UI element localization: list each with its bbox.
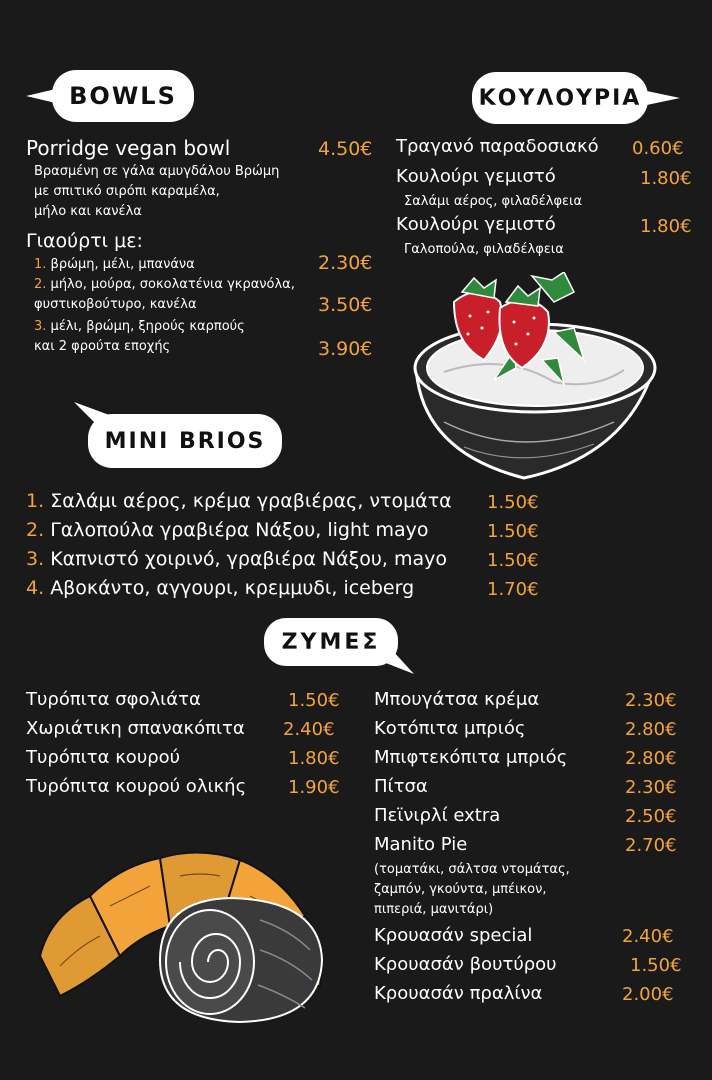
minibrios-item-3 (26, 548, 447, 570)
manito-desc-3: πιπεριά, μανιτάρι) (374, 902, 494, 917)
minibrios-title: MINI BRIOS (104, 428, 266, 454)
minibrios-item-4 (26, 577, 414, 599)
yogurt-1-price: 2.30€ (318, 252, 373, 274)
bowls-header (24, 68, 196, 124)
zymes-right-6-price: 2.70€ (625, 835, 677, 856)
yogurt-3-price: 3.90€ (318, 338, 373, 360)
porridge-name: Porridge vegan bowl (26, 136, 231, 160)
zymes-left-4-name: Τυρόπιτα κουρού ολικής (26, 776, 247, 797)
minibrios-item-3-num: 3. (26, 548, 45, 570)
minibrios-item-4-name: Αβοκάντο, αγγουρι, κρεμμυδι, iceberg (50, 577, 415, 599)
zymes-right-1-price: 2.30€ (625, 690, 677, 711)
zymes-right-9-price: 2.00€ (622, 984, 674, 1005)
yogurt-1 (34, 255, 195, 275)
manito-desc-2: ζαμπόν, γκούντα, μπέικον, (374, 882, 547, 897)
zymes-right-6-name: Manito Pie (374, 834, 468, 855)
minibrios-item-3-price: 1.50€ (487, 550, 539, 571)
minibrios-item-4-num: 4. (26, 577, 45, 599)
strawberry-yogurt-bowl-illustration (404, 272, 666, 490)
zymes-left-3-price: 1.80€ (288, 748, 340, 769)
yogurt-3-line-2: και 2 φρούτα εποχής (34, 339, 171, 354)
koulouri-3-desc: Γαλοπούλα, φιλαδέλφεια (404, 242, 564, 257)
yogurt-3-num: 3. (34, 319, 47, 334)
yogurt-title: Γιαούρτι με: (26, 230, 143, 252)
minibrios-item-1-name: Σαλάμι αέρος, κρέμα γραβιέρας, ντομάτα (50, 490, 452, 512)
zymes-left-2-price: 2.40€ (283, 719, 335, 740)
zymes-left-1-name: Τυρόπιτα σφολιάτα (26, 689, 201, 710)
zymes-right-7-name: Κρουασάν special (374, 925, 533, 946)
minibrios-header (72, 400, 284, 470)
zymes-right-9-name: Κρουασάν πραλίνα (374, 983, 543, 1004)
zymes-right-1-name: Μπουγάτσα κρέμα (374, 689, 540, 710)
minibrios-item-2-name: Γαλοπούλα γραβιέρα Νάξου, light mayo (50, 519, 429, 541)
porridge-desc-1: Βρασμένη σε γάλα αμυγδάλου Βρώμη (34, 164, 280, 179)
minibrios-item-2-num: 2. (26, 519, 45, 541)
yogurt-2-num: 2. (34, 277, 47, 292)
zymes-left-3-name: Τυρόπιτα κουρού (26, 747, 181, 768)
minibrios-item-1-price: 1.50€ (487, 492, 539, 513)
porridge-price: 4.50€ (318, 138, 373, 160)
yogurt-2 (34, 275, 295, 295)
zymes-right-7-price: 2.40€ (622, 926, 674, 947)
zymes-left-4-price: 1.90€ (288, 777, 340, 798)
koulouri-1-name: Τραγανό παραδοσιακό (396, 136, 599, 157)
porridge-desc-2: με σπιτικό σιρόπι καραμέλα, (34, 184, 220, 199)
koulouria-title: ΚΟΥΛΟΥΡΙΑ (478, 85, 642, 111)
zymes-right-4-name: Πίτσα (374, 776, 428, 797)
yogurt-2-line-1: μήλο, μούρα, σοκολατένια γκρανόλα, (50, 277, 295, 292)
zymes-title: ΖΥΜΕΣ (281, 629, 381, 655)
zymes-right-5-name: Πεϊνιρλί extra (374, 805, 501, 826)
bowls-title: BOWLS (69, 82, 177, 110)
pastry-roll-illustration (150, 890, 330, 1030)
koulouri-2-name: Κουλούρι γεμιστό (396, 166, 556, 187)
zymes-right-8-name: Κρουασάν βουτύρου (374, 954, 557, 975)
koulouri-1-price: 0.60€ (632, 138, 684, 159)
koulouri-3-price: 1.80€ (640, 216, 692, 237)
minibrios-item-4-price: 1.70€ (487, 579, 539, 600)
yogurt-1-num: 1. (34, 257, 47, 272)
zymes-right-3-name: Μπιφτεκόπιτα μπριός (374, 747, 568, 768)
porridge-desc-3: μήλο και κανέλα (34, 204, 142, 219)
koulouri-3-name: Κουλούρι γεμιστό (396, 214, 556, 235)
yogurt-3 (34, 317, 245, 337)
zymes-left-2-name: Χωριάτικη σπανακόπιτα (26, 718, 245, 739)
zymes-right-5-price: 2.50€ (625, 806, 677, 827)
zymes-right-4-price: 2.30€ (625, 777, 677, 798)
minibrios-item-1 (26, 490, 452, 512)
yogurt-2-line-2: φυστικοβούτυρο, κανέλα (34, 297, 197, 312)
yogurt-3-line-1: μέλι, βρώμη, ξηρούς καρπούς (50, 319, 245, 334)
minibrios-item-2-price: 1.50€ (487, 521, 539, 542)
zymes-right-2-price: 2.80€ (625, 719, 677, 740)
koulouri-2-price: 1.80€ (640, 168, 692, 189)
zymes-header (262, 616, 416, 676)
manito-desc-1: (τοματάκι, σάλτσα ντομάτας, (374, 862, 570, 877)
koulouria-header (470, 70, 682, 126)
zymes-right-3-price: 2.80€ (625, 748, 677, 769)
yogurt-1-line-1: βρώμη, μέλι, μπανάνα (50, 257, 195, 272)
zymes-right-2-name: Κοτόπιτα μπριός (374, 718, 526, 739)
koulouri-2-desc: Σαλάμι αέρος, φιλαδέλφεια (404, 194, 583, 209)
zymes-right-8-price: 1.50€ (630, 955, 682, 976)
minibrios-item-3-name: Καπνιστό χοιρινό, γραβιέρα Νάξου, mayo (50, 548, 447, 570)
minibrios-item-2 (26, 519, 429, 541)
zymes-left-1-price: 1.50€ (288, 690, 340, 711)
minibrios-item-1-num: 1. (26, 490, 45, 512)
yogurt-2-price: 3.50€ (318, 294, 373, 316)
